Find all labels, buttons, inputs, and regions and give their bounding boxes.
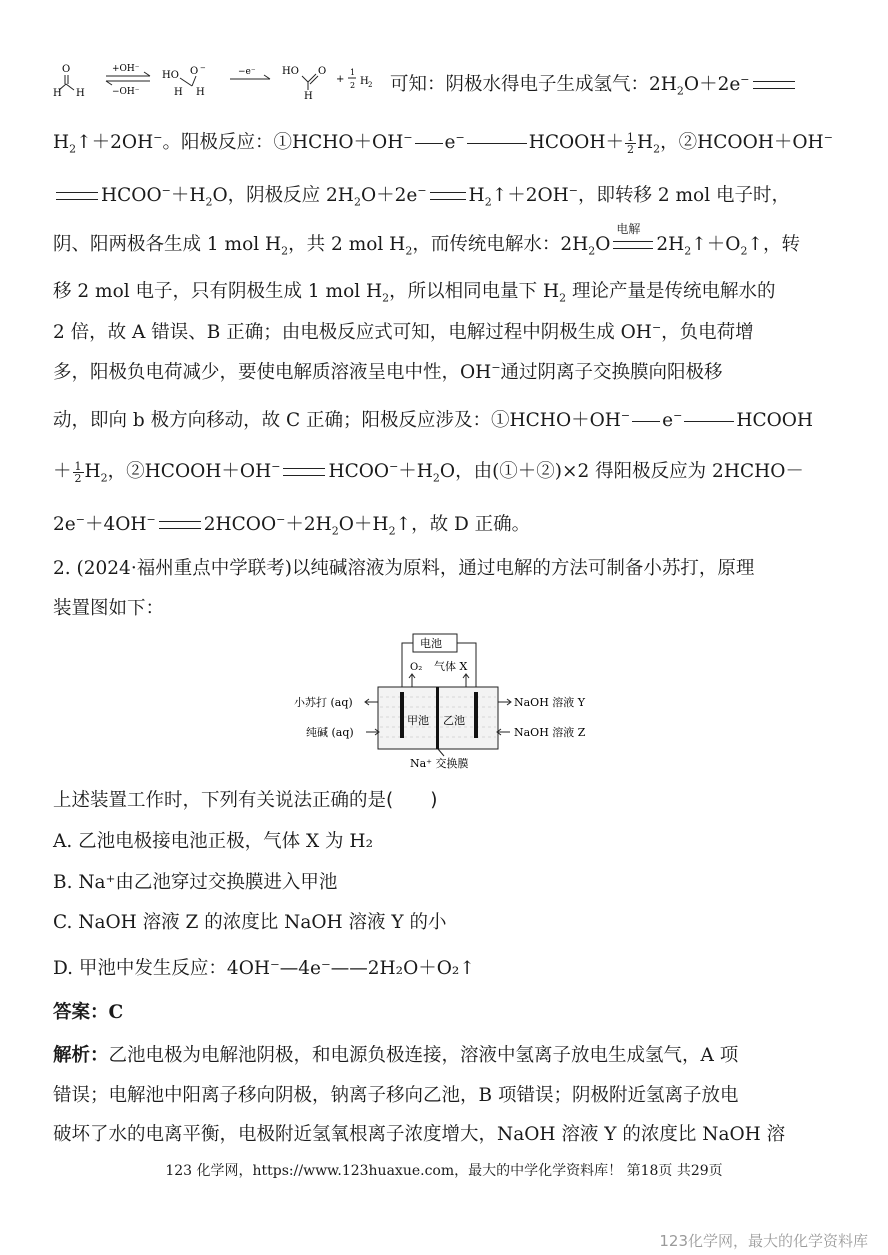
left-top-label: 小苏打 (aq): [294, 696, 353, 709]
electrolysis-label: 电解: [616, 222, 641, 236]
gas-x-label: 气体 X: [434, 660, 468, 673]
line1-text: 可知：阴极水得电子生成氢气：$2H_2O+2e^-$: [390, 70, 798, 98]
answer-label: 答案：: [53, 1002, 109, 1023]
mechanism-structures: [50, 62, 390, 102]
svg-text:H: H: [53, 88, 62, 99]
page-footer: 123 化学网，https://www.123huaxue.com，最大的中学化学资料库！ 第18页 共29页: [165, 1163, 723, 1179]
answer-value: C: [108, 1002, 124, 1023]
left-bottom-label: 纯碱 (aq): [306, 726, 354, 739]
battery-label: 电池: [420, 637, 442, 650]
svg-text:H: H: [76, 88, 85, 99]
cell-b-label: 乙池: [443, 714, 465, 727]
svg-text:HO: HO: [162, 70, 179, 81]
svg-text:2: 2: [368, 81, 373, 89]
site-watermark: 123化学网，最大的化学资料库: [659, 1232, 868, 1250]
analysis-label: 解析：: [53, 1045, 109, 1066]
svg-text:2: 2: [350, 81, 356, 90]
arrow-bottom-label: −OH⁻: [112, 87, 140, 97]
svg-text:H: H: [174, 87, 183, 98]
svg-text:H: H: [196, 87, 205, 98]
svg-text:O: O: [190, 66, 199, 77]
svg-text:+: +: [336, 74, 345, 85]
svg-text:1: 1: [350, 68, 356, 77]
svg-text:H: H: [360, 76, 369, 87]
svg-text:O: O: [62, 64, 71, 75]
o2-label: O₂: [410, 662, 423, 673]
mechanism-line: [0, 62, 888, 102]
svg-text:O: O: [318, 66, 327, 77]
electrolysis-diagram: [290, 632, 610, 772]
svg-text:−: −: [200, 64, 206, 72]
right-bottom-label: NaOH 溶液 Z: [514, 726, 586, 739]
membrane-label: Na⁺ 交换膜: [410, 757, 469, 770]
arrow-e-label: −e⁻: [238, 67, 256, 77]
svg-text:HO: HO: [282, 66, 299, 77]
right-top-label: NaOH 溶液 Y: [514, 696, 586, 709]
arrow-top-label: +OH⁻: [112, 64, 140, 74]
svg-text:H: H: [304, 91, 313, 102]
cell-a-label: 甲池: [407, 714, 429, 727]
